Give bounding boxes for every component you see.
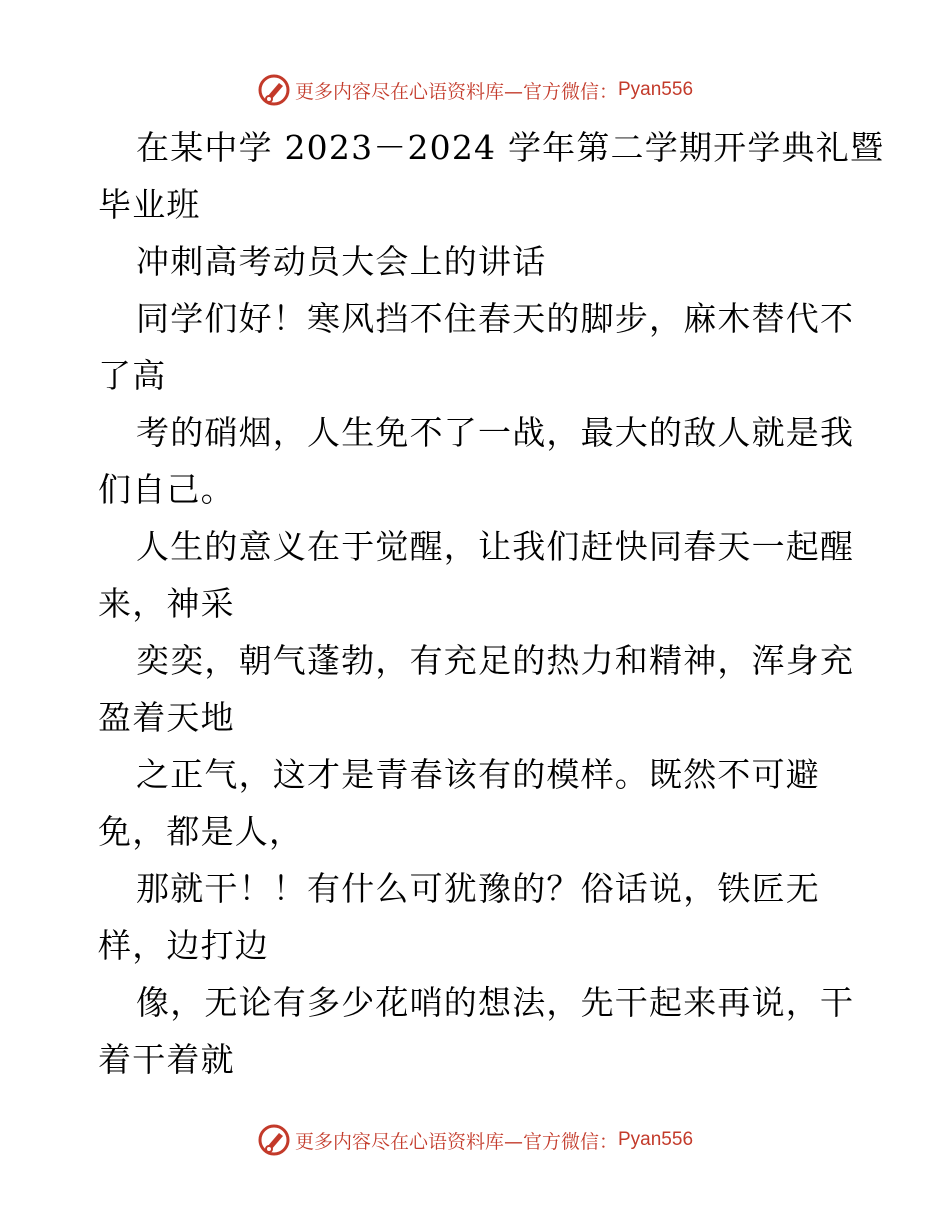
- text-line: 在某中学 2023－2024 学年第二学期开学典礼暨: [136, 128, 885, 167]
- watermark-separator: —官方微信：: [503, 80, 618, 103]
- watermark-wechat-id: Pyan556: [618, 1129, 694, 1150]
- pen-logo-icon: [257, 73, 291, 107]
- text-line: 冲刺高考动员大会上的讲话: [136, 242, 547, 281]
- text-line: 盈着天地: [98, 698, 235, 737]
- watermark-wechat-id: Pyan556: [618, 79, 694, 100]
- text-line: 了高: [98, 356, 167, 395]
- text-line: 着干着就: [98, 1040, 235, 1079]
- watermark-text: 更多内容尽在心语资料库: [294, 1130, 504, 1153]
- watermark-separator: —官方微信：: [503, 1130, 618, 1153]
- text-line: 那就干！！有什么可犹豫的？俗话说，铁匠无: [136, 869, 820, 908]
- text-line: 来，神采: [98, 584, 235, 623]
- text-line: 样，边打边: [98, 926, 269, 965]
- pen-logo-icon: [257, 1123, 291, 1157]
- text-line: 像，无论有多少花哨的想法，先干起来再说，干: [136, 983, 855, 1022]
- text-line: 考的硝烟，人生免不了一战，最大的敌人就是我: [136, 413, 855, 452]
- text-line: 们自己。: [98, 470, 235, 509]
- text-line: 毕业班: [98, 185, 201, 224]
- text-line: 之正气，这才是青春该有的模样。既然不可避: [136, 755, 820, 794]
- text-line: 同学们好！寒风挡不住春天的脚步，麻木替代不: [136, 299, 855, 338]
- watermark-text: 更多内容尽在心语资料库: [294, 80, 504, 103]
- text-line: 免，都是人，: [98, 812, 304, 851]
- footer-watermark-banner: [0, 1120, 950, 1160]
- text-line: 人生的意义在于觉醒，让我们赶快同春天一起醒: [136, 527, 855, 566]
- header-watermark-banner: [0, 70, 950, 110]
- text-line: 奕奕，朝气蓬勃，有充足的热力和精神，浑身充: [136, 641, 855, 680]
